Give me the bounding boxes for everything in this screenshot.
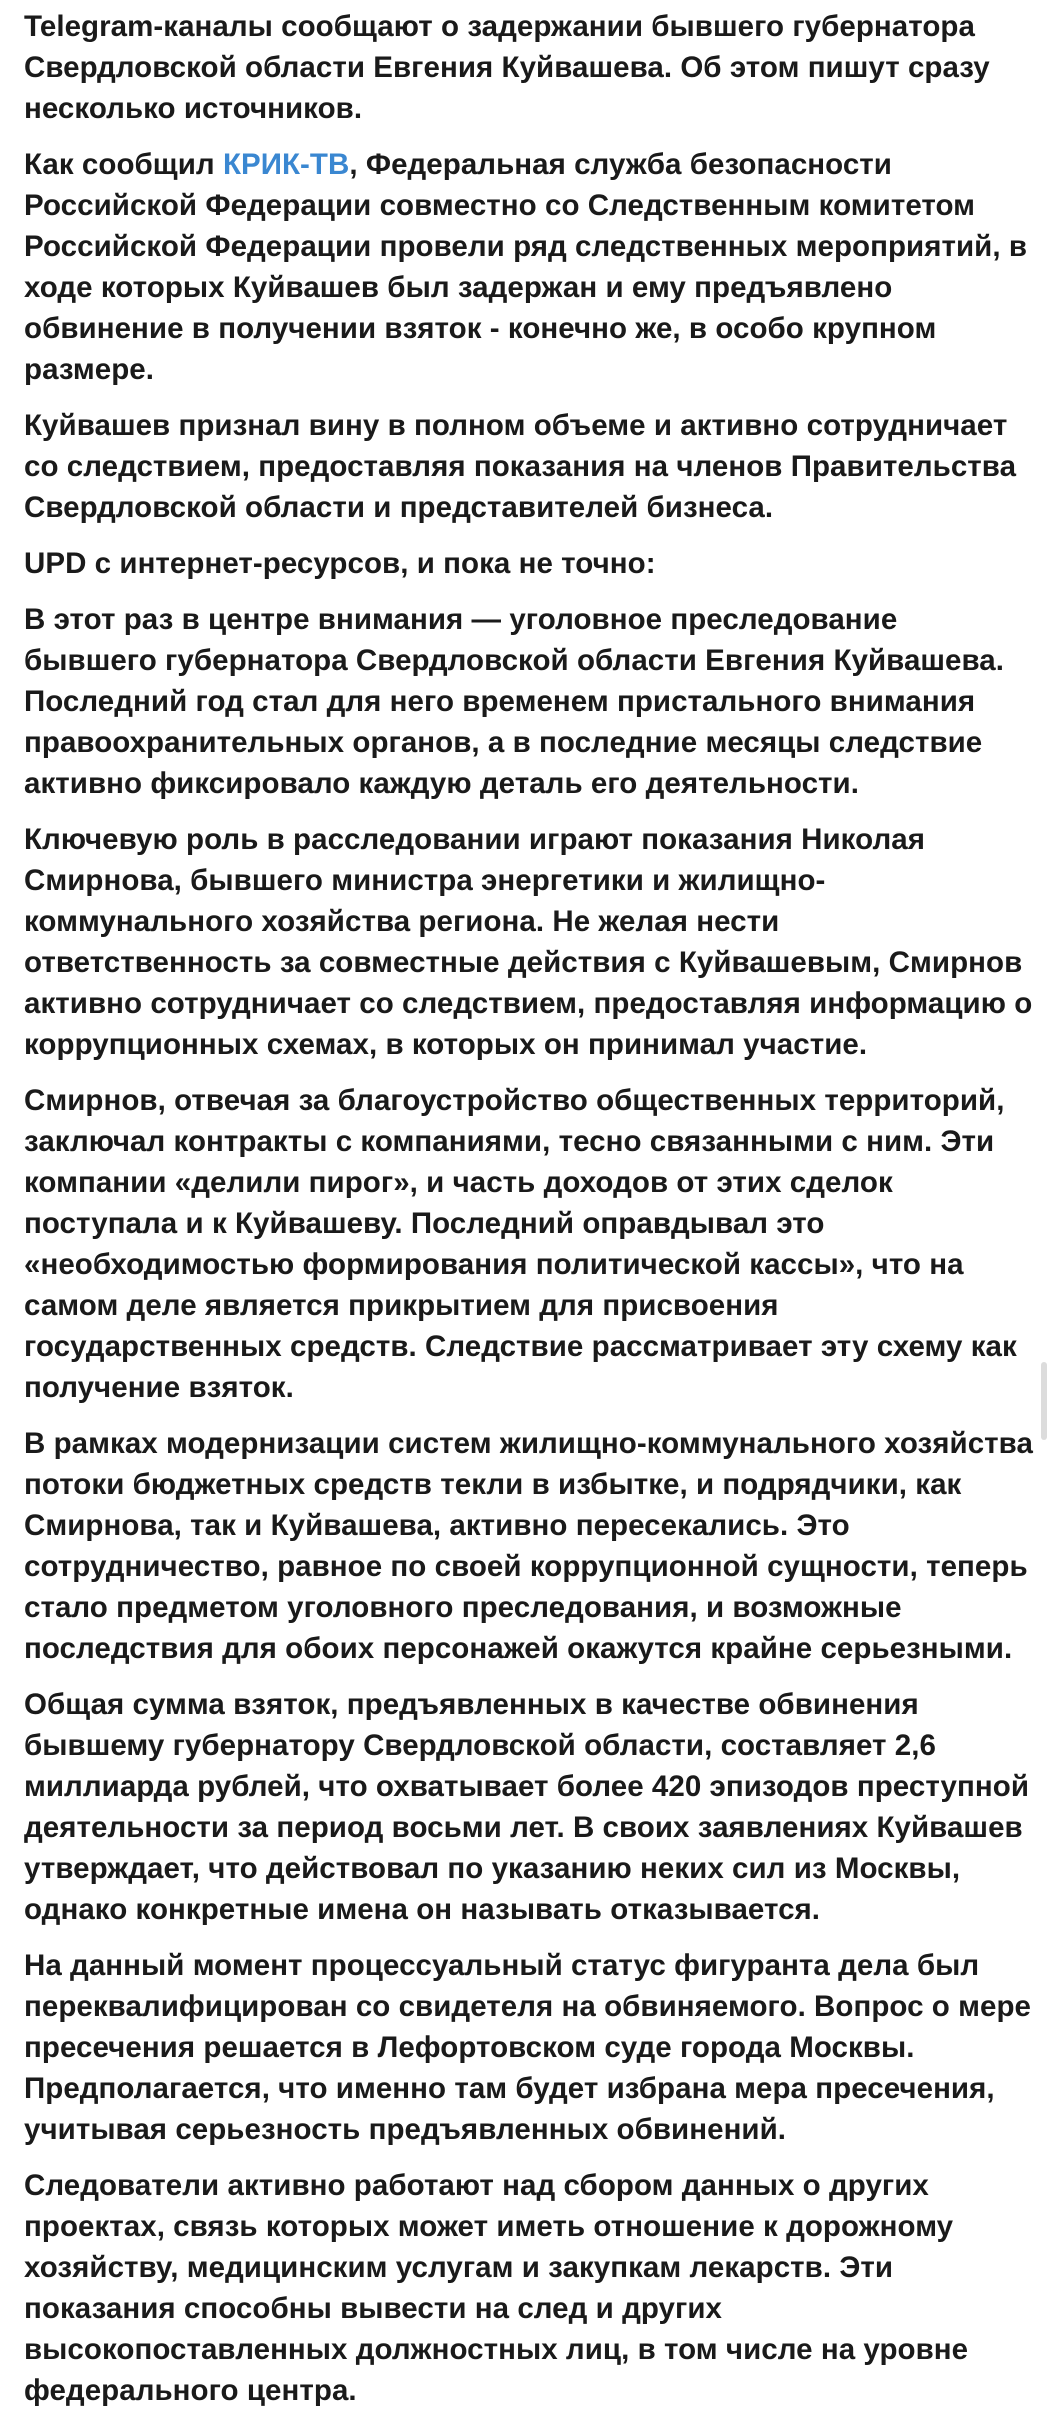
paragraph-source-text: , Федеральная служба безопасности Российской Федерации совместно со Следственным комитетом Российской Федерации провели ряд следственных мероприятий, в ходе которых Куйвашев был задержан и ему предъявлено обвинение в получении взяток - конечно же, в особо крупном размере. — [24, 148, 1028, 386]
paragraph-bribe-sum: Общая сумма взяток, предъявленных в качестве обвинения бывшему губернатору Свердловской области, составляет 2,6 миллиарда рублей, что охватывает более 420 эпизодов преступной деятельности за период восьми лет. В своих заявлениях Куйвашев утверждает, что действовал по указанию неких сил из Москвы, однако конкретные имена он называть отказывается. — [24, 1688, 1030, 1926]
paragraph-contracts: Смирнов, отвечая за благоустройство общественных территорий, заключал контракты с компаниями, тесно связанными с ним. Эти компании «делили пирог», и часть доходов от этих сделок поступала и к Куйвашеву. Последний оправдывал это «необходимостью формирования политической кассы», что на самом деле является прикрытием для присвоения государственных средств. Следствие рассматривает эту схему как получение взяток. — [24, 1084, 1017, 1404]
paragraph-investigation: Следователи активно работают над сбором данных о других проектах, связь которых может иметь отношение к дорожному хозяйству, медицинским услугам и закупкам лекарств. Эти показания способны вывести на след и других высокопоставленных должностных лиц, в том числе на уровне федерального центра. — [24, 2169, 969, 2407]
paragraph-confession: Куйвашев признал вину в полном объеме и активно сотрудничает со следствием, предоставляя показания на членов Правительства Свердловской области и представителей бизнеса. — [24, 409, 1017, 524]
paragraph-modernization: В рамках модернизации систем жилищно-коммунального хозяйства потоки бюджетных средств текли в избытке, и подрядчики, как Смирнова, так и Куйвашева, активно пересекались. Это сотрудничество, равное по своей коррупционной сущности, теперь стало предметом уголовного преследования, и возможные последствия для обоих персонажей окажутся крайне серьезными. — [24, 1427, 1033, 1665]
paragraph-smirnov-testimony: Ключевую роль в расследовании играют показания Николая Смирнова, бывшего министра энергетики и жилищно-коммунального хозяйства региона. Не желая нести ответственность за совместные действия с Куйвашевым, Смирнов активно сотрудничает со следствием, предоставляя информацию о коррупционных схемах, в которых он принимал участие. — [24, 823, 1033, 1061]
krik-tv-link[interactable]: КРИК-ТВ — [222, 148, 350, 181]
paragraph-source-lead: Как сообщил — [24, 148, 223, 181]
paragraph-update-note: UPD с интернет-ресурсов, и пока не точно: — [24, 547, 656, 580]
paragraph-status: На данный момент процессуальный статус фигуранта дела был переквалифицирован со свидетеля на обвиняемого. Вопрос о мере пресечения решается в Лефортовском суде города Москвы. Предполагается, что именно там будет избрана мера пресечения, учитывая серьезность предъявленных обвинений. — [24, 1949, 1031, 2146]
paragraph-prosecution: В этот раз в центре внимания — уголовное преследование бывшего губернатора Свердловской области Евгения Куйвашева. Последний год стал для него временем пристального внимания правоохранительных органов, а в последние месяцы следствие активно фиксировало каждую деталь его деятельности. — [24, 603, 1004, 800]
scrollbar-thumb[interactable] — [1041, 1362, 1047, 1440]
paragraph-source — [24, 144, 1034, 390]
article-body — [24, 6, 1034, 2426]
paragraph-intro: Telegram-каналы сообщают о задержании бывшего губернатора Свердловской области Евгения Куйвашева. Об этом пишут сразу несколько источников. — [24, 10, 990, 125]
